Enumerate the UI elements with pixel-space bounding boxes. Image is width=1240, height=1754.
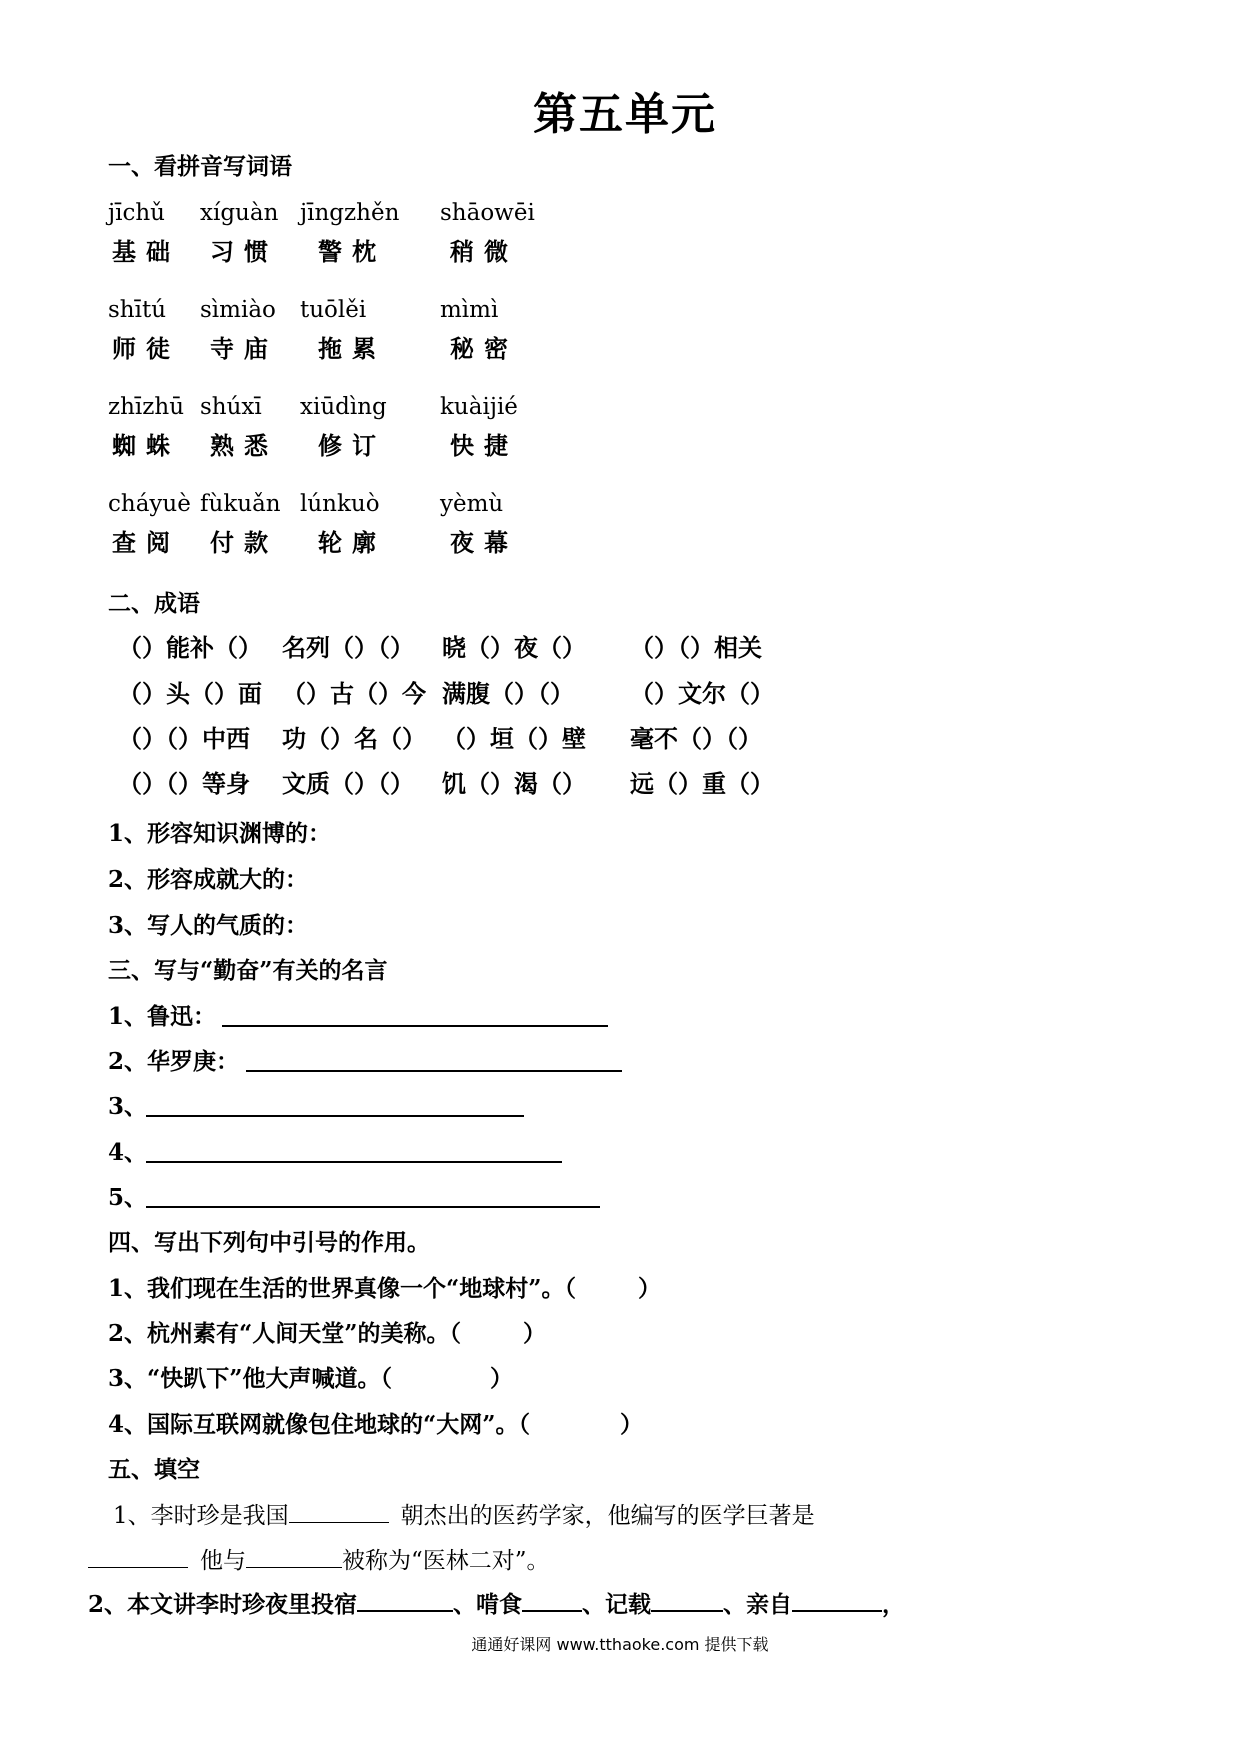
hanzi-answer: 夜幕 <box>450 528 518 557</box>
pinyin-text: fùkuǎn <box>200 491 281 517</box>
idiom-question-3: 3、写人的气质的： <box>108 912 309 939</box>
section5-heading: 五、填空 <box>108 1456 200 1483</box>
close-paren: ） <box>522 1320 546 1347</box>
fill-q2-text-b: 、啃食 <box>453 1591 523 1618</box>
hanzi-answer: 熟悉 <box>210 431 278 460</box>
section1-heading: 一、看拼音写词语 <box>108 153 292 180</box>
fill-question-1-line2 <box>88 1542 550 1575</box>
fill-q2-text-e: ， <box>882 1591 906 1618</box>
fill-blank-book-2[interactable] <box>246 1545 342 1568</box>
idiom-blank[interactable]: （）（）等身 <box>118 769 250 798</box>
pinyin-text: mìmì <box>440 297 499 323</box>
idiom-question-1: 1、形容知识渊博的： <box>108 820 332 847</box>
fill-question-1-line1 <box>113 1497 815 1530</box>
section4-heading: 四、写出下列句中引号的作用。 <box>108 1229 430 1256</box>
hanzi-answer: 查阅 <box>112 528 180 557</box>
hanzi-answer: 付款 <box>210 528 278 557</box>
quote-usage-4 <box>108 1406 643 1439</box>
hanzi-answer: 蜘蛛 <box>112 431 180 460</box>
quote-usage-1 <box>108 1270 661 1303</box>
idiom-blank[interactable]: 晓（）夜（） <box>442 633 586 662</box>
fill-blank-lodging[interactable] <box>357 1588 453 1612</box>
section3-heading: 三、写与“勤奋”有关的名言 <box>108 957 388 984</box>
idiom-blank[interactable]: 远（）重（） <box>630 769 774 798</box>
answer-line-1[interactable] <box>222 1025 608 1027</box>
fill-q1-text-c: 他与 <box>200 1548 246 1574</box>
idiom-blank[interactable]: 名列（）（） <box>282 633 414 662</box>
pinyin-text: sìmiào <box>200 297 276 323</box>
pinyin-text: zhīzhū <box>108 394 185 420</box>
quote-usage-1-text: 1、我们现在生活的世界真像一个“地球村”。（ <box>108 1275 576 1302</box>
idiom-blank[interactable]: 毫不（）（） <box>630 724 762 753</box>
idiom-blank[interactable]: （）垣（）壁 <box>442 724 586 753</box>
idiom-blank[interactable]: （）头（）面 <box>118 679 262 708</box>
idiom-blank[interactable]: （）能补（） <box>118 633 262 662</box>
idiom-blank[interactable]: 满腹（）（） <box>442 679 574 708</box>
fill-blank-record[interactable] <box>651 1588 723 1612</box>
fill-q1-text-d: 被称为“医林二对”。 <box>342 1548 550 1574</box>
answer-line-2[interactable] <box>246 1070 622 1072</box>
fill-blank-eating[interactable] <box>522 1588 582 1612</box>
answer-line-4[interactable] <box>146 1161 562 1163</box>
hanzi-answer: 稍微 <box>450 237 518 266</box>
pinyin-text: jīchǔ <box>108 200 165 226</box>
pinyin-text: lúnkuò <box>300 491 380 517</box>
page-title: 第五单元 <box>533 89 717 140</box>
fill-blank-dynasty[interactable] <box>289 1500 389 1523</box>
fill-q1-text-a: 1、李时珍是我国 <box>113 1503 289 1529</box>
hanzi-answer: 轮廓 <box>318 528 386 557</box>
idiom-question-2: 2、形容成就大的： <box>108 866 309 893</box>
hanzi-answer: 拖累 <box>318 334 386 363</box>
answer-line-3[interactable] <box>146 1115 524 1117</box>
quote-usage-4-text: 4、国际互联网就像包住地球的“大网”。（ <box>108 1411 530 1438</box>
idiom-blank[interactable]: （）文尔（） <box>630 679 774 708</box>
hanzi-answer: 基础 <box>112 237 180 266</box>
hanzi-answer: 寺庙 <box>210 334 278 363</box>
pinyin-text: shītú <box>108 297 167 323</box>
idiom-blank[interactable]: 文质（）（） <box>282 769 414 798</box>
answer-line-5[interactable] <box>146 1206 600 1208</box>
close-paren: ） <box>489 1365 513 1392</box>
pinyin-text: shāowēi <box>440 200 535 226</box>
fill-blank-personally[interactable] <box>792 1588 882 1612</box>
pinyin-text: xiūdìng <box>300 394 387 420</box>
close-paren: ） <box>619 1411 643 1438</box>
idiom-blank[interactable]: （）古（）今 <box>282 679 426 708</box>
fill-q2-text-a: 2、本文讲李时珍夜里投宿 <box>88 1591 358 1618</box>
idiom-blank[interactable]: 饥（）渴（） <box>442 769 586 798</box>
quote-usage-3-text: 3、“快趴下”他大声喊道。（ <box>108 1365 392 1392</box>
fill-q1-text-b: 朝杰出的医药学家，他编写的医学巨著是 <box>400 1503 815 1529</box>
page-footer: 通通好课网 www.tthaoke.com 提供下载 <box>471 1635 769 1654</box>
quote-item-2: 2、华罗庚： <box>108 1048 240 1075</box>
quote-item-4: 4、 <box>108 1139 148 1166</box>
quote-usage-3 <box>108 1360 513 1393</box>
close-paren: ） <box>637 1275 661 1302</box>
section2-heading: 二、成语 <box>108 590 200 617</box>
fill-q2-text-c: 、记载 <box>582 1591 652 1618</box>
quote-item-5: 5、 <box>108 1184 148 1211</box>
pinyin-text: yèmù <box>440 491 504 517</box>
hanzi-answer: 师徒 <box>112 334 180 363</box>
idiom-blank[interactable]: 功（）名（） <box>282 724 426 753</box>
idiom-blank[interactable]: （）（）相关 <box>630 633 762 662</box>
fill-blank-book[interactable] <box>88 1545 188 1568</box>
hanzi-answer: 修订 <box>318 431 386 460</box>
quote-usage-2-text: 2、杭州素有“人间天堂”的美称。（ <box>108 1320 461 1347</box>
fill-question-2 <box>88 1586 905 1619</box>
hanzi-answer: 习惯 <box>210 237 278 266</box>
hanzi-answer: 秘密 <box>450 334 518 363</box>
quote-usage-2 <box>108 1315 546 1348</box>
hanzi-answer: 快捷 <box>450 431 518 460</box>
fill-q2-text-d: 、亲自 <box>723 1591 793 1618</box>
pinyin-text: tuōlěi <box>300 297 367 323</box>
pinyin-text: jīngzhěn <box>300 200 400 226</box>
quote-item-1: 1、鲁迅： <box>108 1003 217 1030</box>
pinyin-text: cháyuè <box>108 491 191 517</box>
hanzi-answer: 警枕 <box>318 237 386 266</box>
pinyin-text: shúxī <box>200 394 262 420</box>
quote-item-3: 3、 <box>108 1093 148 1120</box>
pinyin-text: xíguàn <box>200 200 279 226</box>
pinyin-text: kuàijié <box>440 394 518 420</box>
idiom-blank[interactable]: （）（）中西 <box>118 724 250 753</box>
